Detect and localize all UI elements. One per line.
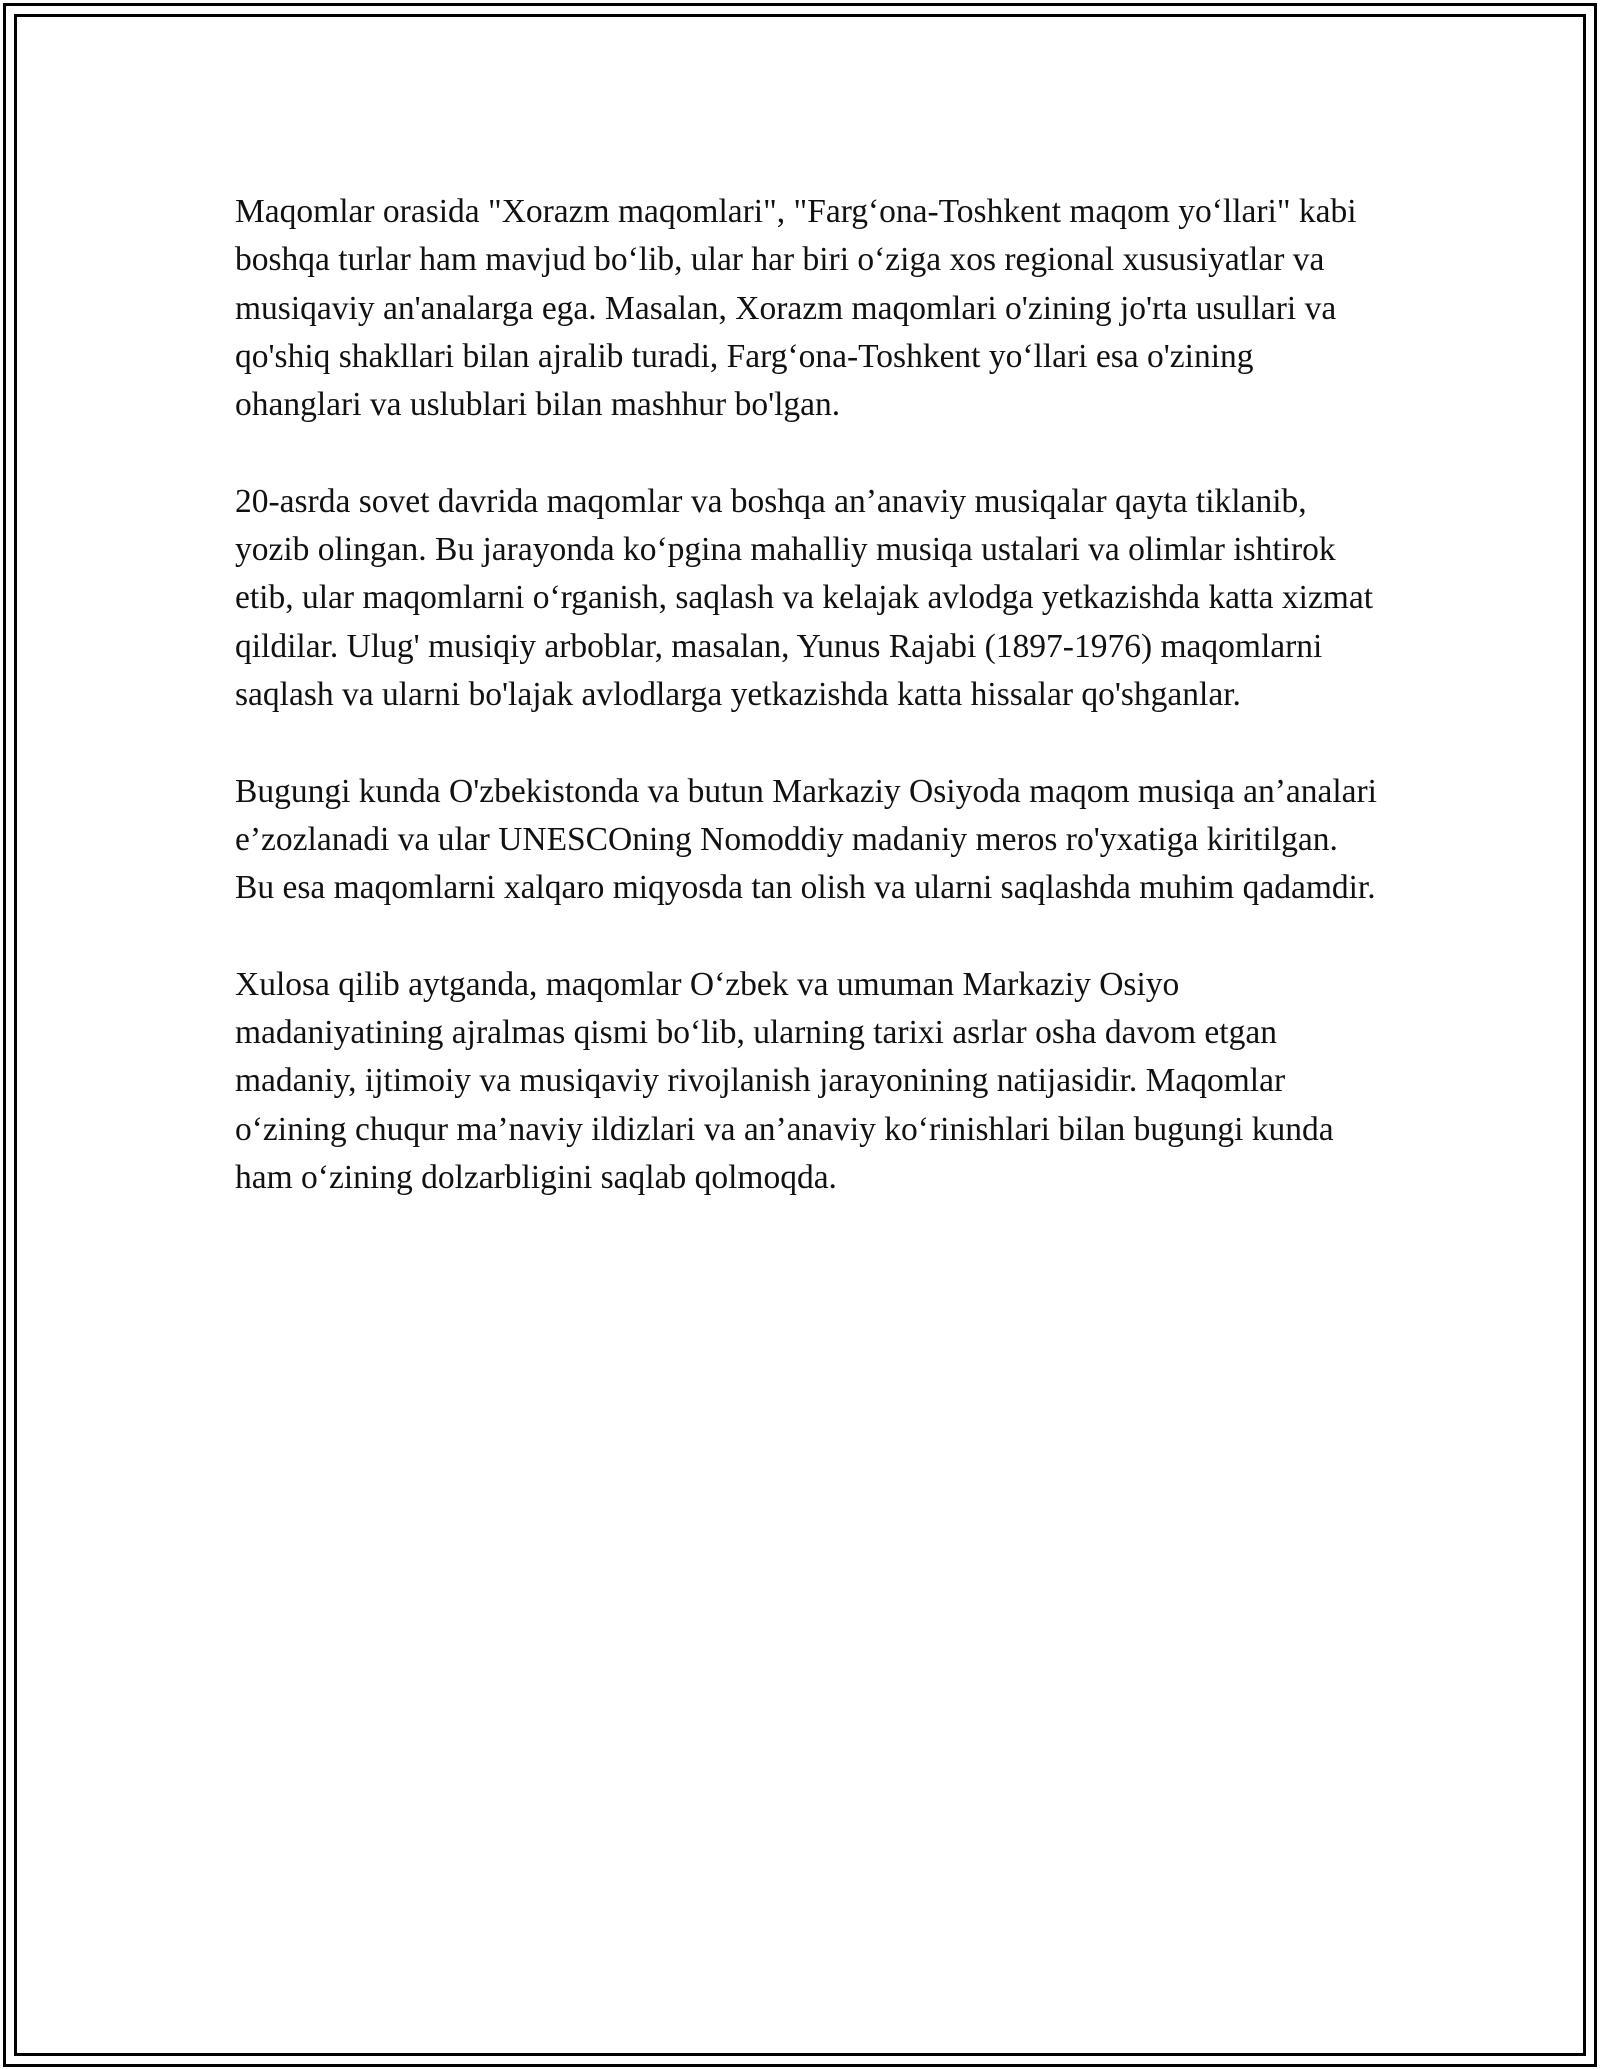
paragraph-3: Bugungi kunda O'zbekistonda va butun Markaziy Osiyoda maqom musiqa an’analari e’zozlanadi va ular UNESCOning Nomoddiy madaniy meros ro'yxatiga kiritilgan. Bu esa maqomlarni xalqaro miqyosda tan olish va ularni saqlashda muhim qadamdir.: [235, 772, 1377, 907]
paragraph-1: Maqomlar orasida "Xorazm maqomlari", "Farg‘ona-Toshkent maqom yo‘llari" kabi boshqa turlar ham mavjud bo‘lib, ular har biri o‘ziga xos regional xususiyatlar va musiqaviy an'analarga ega. Masalan, Xorazm maqomlari o'zining jo'rta usullari va qo'shiq shakllari bilan ajralib turadi, Farg‘ona-Toshkent yo‘llari esa o'zining ohanglari va uslublari bilan mashhur bo'lgan.: [235, 193, 1357, 424]
document-body: [235, 188, 1380, 1251]
paragraph-4: Xulosa qilib aytganda, maqomlar O‘zbek va umuman Markaziy Osiyo madaniyatining ajralmas qismi bo‘lib, ularning tarixi asrlar osha davom etgan madaniy, ijtimoiy va musiqaviy rivojlanish jarayonining natijasidir. Maqomlar o‘zining chuqur ma’naviy ildizlari va an’anaviy ko‘rinishlari bilan bugungi kunda ham o‘zining dolzarbligini saqlab qolmoqda.: [235, 965, 1334, 1196]
paragraph-2: 20-asrda sovet davrida maqomlar va boshqa an’anaviy musiqalar qayta tiklanib, yozib olingan. Bu jarayonda ko‘pgina mahalliy musiqa ustalari va olimlar ishtirok etib, ular maqomlarni o‘rganish, saqlash va kelajak avlodga yetkazishda katta xizmat qildilar. Ulug' musiqiy arboblar, masalan, Yunus Rajabi (1897-1976) maqomlarni saqlash va ularni bo'lajak avlodlarga yetkazishda katta hissalar qo'shganlar.: [235, 482, 1374, 713]
